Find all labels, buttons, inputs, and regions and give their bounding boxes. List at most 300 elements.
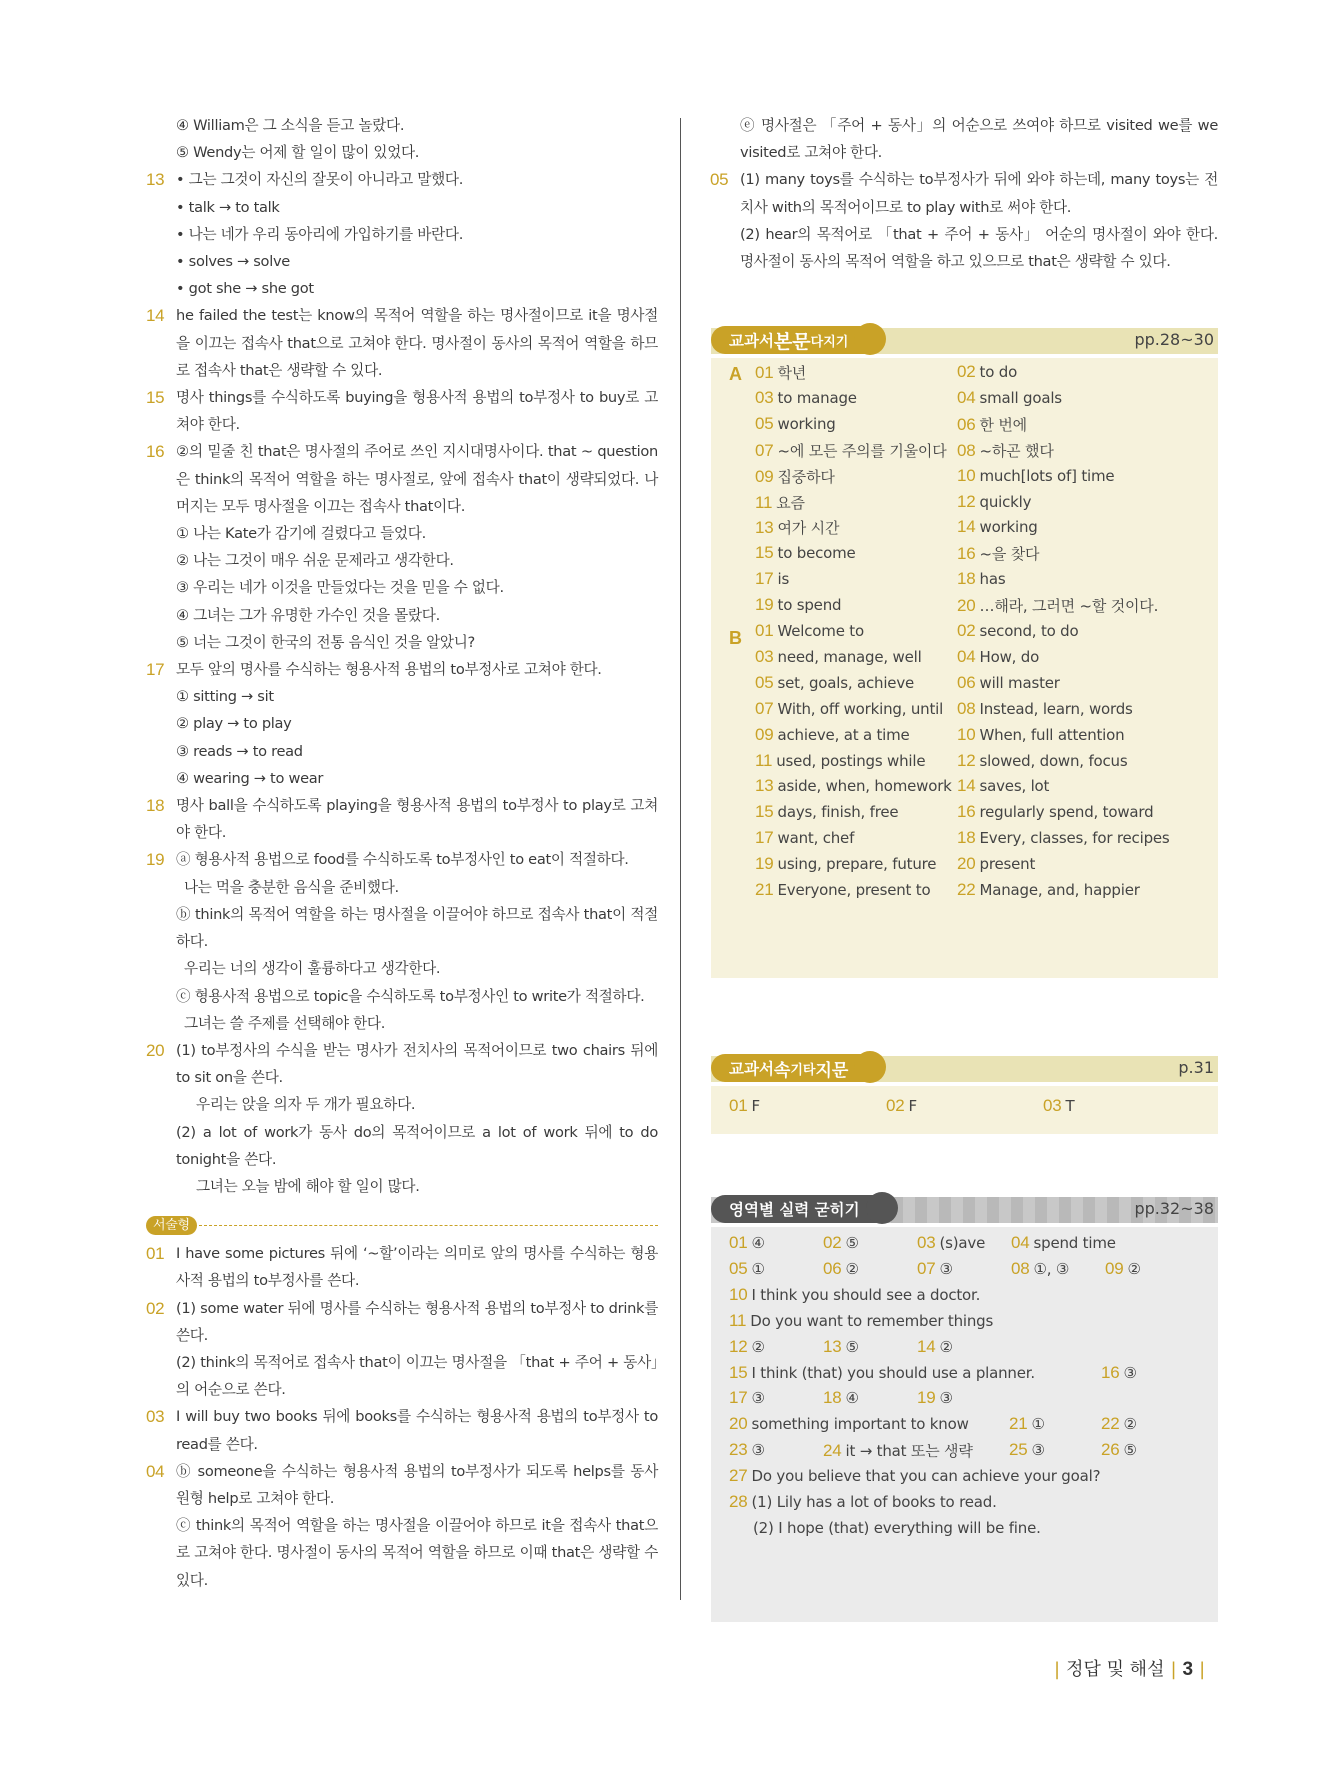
answer-entry xyxy=(957,388,1062,408)
answer-text: Manage, and, happier xyxy=(979,881,1140,899)
answer-number: 01 xyxy=(729,1096,748,1115)
answer-number: 08 xyxy=(957,698,976,718)
answer-entry xyxy=(1101,1414,1137,1434)
answer-entry xyxy=(729,1096,760,1116)
answer-text: (1) Lily has a lot of books to read. xyxy=(751,1493,997,1511)
answer-entry xyxy=(1101,1440,1137,1460)
answer-entry xyxy=(917,1388,953,1408)
answer-item xyxy=(146,1403,658,1457)
answer-item xyxy=(146,1458,658,1512)
answer-entry xyxy=(749,1518,1041,1538)
answer-entry xyxy=(957,699,1133,719)
item-number: 02 xyxy=(146,1298,165,1318)
explanation-line: 우리는 너의 생각이 훌륭하다고 생각한다. xyxy=(184,960,441,978)
answer-text: …해라, 그러면 ~할 것이다. xyxy=(979,597,1159,616)
item-number: 18 xyxy=(146,796,165,816)
answer-number: 12 xyxy=(957,491,976,511)
answer-text: has xyxy=(979,570,1006,589)
answer-number: 05 xyxy=(755,672,774,692)
answer-number: 07 xyxy=(755,698,774,718)
answer-entry xyxy=(957,673,1060,693)
answer-entry xyxy=(755,776,952,796)
answer-text: ④ xyxy=(845,1389,859,1408)
answer-entry xyxy=(957,776,1049,796)
answer-text: regularly spend, toward xyxy=(979,803,1154,822)
answer-number: 08 xyxy=(1011,1258,1030,1278)
item-text: ②의 밑줄 친 that은 명사절의 주어로 쓰인 지시대명사이다. that ~ question은 think의 목적어 역할을 하는 명사절로, 앞에 접속사 that이 생략되었다. 나머지는 모두 명사절을 이끄는 접속사 that이다. xyxy=(176,443,658,515)
answer-entry xyxy=(755,543,856,563)
answer-text: ~하곤 했다 xyxy=(979,441,1054,460)
tab-circle-decoration xyxy=(866,1192,898,1224)
explanation-line: (2) hear의 목적어로 「that + 주어 + 동사」 어순의 명사절이 와야 한다. 명사절이 동사의 목적어 역할을 하고 있으므로 that은 생략할 수 있다. xyxy=(740,225,1218,271)
answer-text: I think you should see a doctor. xyxy=(751,1285,981,1304)
explanation-line: 그녀는 오늘 밤에 해야 할 일이 많다. xyxy=(196,1177,420,1195)
item-number: 14 xyxy=(146,306,165,326)
answer-number: 20 xyxy=(957,596,976,616)
answer-number: 10 xyxy=(729,1284,748,1304)
answer-item xyxy=(146,1037,658,1091)
answer-number: 14 xyxy=(957,517,976,537)
item-text: 모두 앞의 명사를 수식하는 형용사적 용법의 to부정사로 고쳐야 한다. xyxy=(176,661,602,679)
answer-entry xyxy=(1009,1440,1045,1460)
footer-bar: | xyxy=(1170,1659,1177,1680)
explanation-line: ④ wearing → to wear xyxy=(176,769,324,787)
answer-item xyxy=(710,166,1218,220)
answer-item xyxy=(146,384,658,438)
answer-entry xyxy=(957,725,1124,745)
answer-entry xyxy=(755,466,835,487)
answer-text: using, prepare, future xyxy=(777,855,937,874)
answer-text: set, goals, achieve xyxy=(777,673,915,692)
answer-text: something important to know xyxy=(751,1415,969,1434)
answer-number: 19 xyxy=(755,595,774,615)
item-text: I will buy two books 뒤에 books를 수식하는 형용사적 용법의 to부정사 to read를 쓴다. xyxy=(176,1408,658,1453)
panel-skill-building xyxy=(711,1193,1218,1622)
answer-item xyxy=(146,302,658,384)
answer-text: days, finish, free xyxy=(777,803,899,822)
answer-text: ② xyxy=(1123,1415,1137,1434)
answer-number: 04 xyxy=(957,646,976,666)
explanation-line: 그녀는 쓸 주제를 선택해야 한다. xyxy=(184,1014,386,1032)
item-number: 16 xyxy=(146,442,165,462)
explanation-line: ④ 그녀는 그가 유명한 가수인 것을 몰랐다. xyxy=(176,606,440,624)
answer-text: quickly xyxy=(979,492,1032,511)
answer-number: 06 xyxy=(957,672,976,692)
answer-entry xyxy=(917,1233,985,1253)
answer-text: ⑤ xyxy=(845,1234,859,1252)
answer-item xyxy=(146,792,658,846)
panel-textbook-extra xyxy=(711,1052,1218,1134)
answer-number: 22 xyxy=(957,880,976,899)
item-text: I have some pictures 뒤에 ‘~할’이라는 의미로 앞의 명사를 수식하는 형용사적 용법의 to부정사를 쓴다. xyxy=(176,1245,658,1290)
answer-number: 13 xyxy=(755,518,774,538)
section-label: 서술형 xyxy=(146,1216,197,1235)
answer-text: 요즘 xyxy=(776,493,805,512)
answer-text: ⑤ xyxy=(1123,1441,1137,1460)
answer-text: to do xyxy=(979,363,1018,381)
answer-text: (s)ave xyxy=(939,1234,986,1252)
answer-text: How, do xyxy=(979,647,1040,666)
answer-number: 02 xyxy=(957,362,976,381)
answer-item xyxy=(146,1295,658,1349)
answer-entry xyxy=(755,621,864,641)
panel-title-text: 영역별 실력 굳히기 xyxy=(729,1201,860,1219)
answer-entry xyxy=(755,802,898,822)
panel-title xyxy=(711,1054,870,1082)
item-text: 명사 ball을 수식하도록 playing을 형용사적 용법의 to부정사 to play로 고쳐야 한다. xyxy=(176,797,658,842)
answer-entry xyxy=(729,1363,1035,1383)
answer-text: ③ xyxy=(751,1389,765,1408)
answer-entry xyxy=(823,1259,859,1279)
explanation-line: ① 나는 Kate가 감기에 걸렸다고 들었다. xyxy=(176,525,426,543)
answer-text: Do you believe that you can achieve your goal? xyxy=(751,1467,1101,1486)
answer-text: ④ xyxy=(751,1234,765,1252)
answer-text: slowed, down, focus xyxy=(979,751,1128,770)
item-text: 명사 things를 수식하도록 buying을 형용사적 용법의 to부정사 to buy로 고쳐야 한다. xyxy=(176,389,658,434)
item-text: ⓐ 형용사적 용법으로 food를 수식하도록 to부정사인 to eat이 적절하다. xyxy=(176,851,629,869)
answer-text: achieve, at a time xyxy=(777,725,910,744)
answer-text: I think (that) you should use a planner. xyxy=(751,1363,1035,1382)
answer-number: 02 xyxy=(823,1233,842,1252)
footer-bar: | xyxy=(1054,1659,1061,1680)
answer-text: aside, when, homework xyxy=(777,777,952,796)
answer-number: 09 xyxy=(1105,1258,1124,1278)
answer-entry xyxy=(1009,1414,1045,1434)
panel-title xyxy=(711,1195,882,1223)
answer-text: ③ xyxy=(1123,1363,1137,1382)
answer-entry xyxy=(957,854,1035,874)
answer-entry xyxy=(957,517,1038,537)
right-top-text xyxy=(710,112,1218,275)
answer-entry xyxy=(755,388,857,408)
answer-number: 18 xyxy=(957,569,976,589)
answer-entry xyxy=(1011,1233,1116,1253)
answer-item xyxy=(146,166,658,193)
answer-text: much[lots of] time xyxy=(979,466,1115,485)
tab-circle-decoration xyxy=(854,323,886,355)
answer-text: 여가 시간 xyxy=(777,519,840,538)
footer-label: 정답 및 해설 xyxy=(1066,1659,1165,1680)
answer-entry xyxy=(755,725,910,745)
panel-header xyxy=(711,324,1218,358)
answer-entry xyxy=(957,492,1031,512)
answer-text: T xyxy=(1065,1097,1075,1115)
answer-number: 01 xyxy=(729,1233,748,1252)
explanation-line: ⓒ think의 목적어 역할을 하는 명사절을 이끌어야 하므로 it을 접속사 that으로 고쳐야 한다. 명사절이 동사의 목적어 역할을 하므로 이때 that은 생략할 수 있다. xyxy=(176,1517,658,1589)
answer-entry xyxy=(823,1388,859,1408)
answer-number: 01 xyxy=(755,363,774,382)
answer-entry xyxy=(755,828,854,848)
explanation-line: ⓑ think의 목적어 역할을 하는 명사절을 이끌어야 하므로 접속사 that이 적절하다. xyxy=(176,905,658,951)
answer-entry xyxy=(957,751,1127,771)
answer-number: 08 xyxy=(957,440,976,460)
item-text: (1) many toys를 수식하는 to부정사가 뒤에 와야 하는데, many toys는 전치사 with의 목적어이므로 to play with로 써야 한다. xyxy=(740,171,1218,216)
explanation-line: • talk → to talk xyxy=(176,198,280,216)
answer-entry xyxy=(729,1414,969,1434)
answer-entry xyxy=(1011,1259,1069,1279)
panel-header xyxy=(711,1193,1218,1227)
answer-number: 18 xyxy=(823,1388,842,1408)
answer-entry xyxy=(823,1337,859,1357)
page-number: 3 xyxy=(1182,1659,1194,1680)
group-label: B xyxy=(729,628,742,648)
answer-number: 23 xyxy=(729,1440,748,1460)
panel-title-part: 교과서 xyxy=(729,1060,774,1078)
explanation-line: • solves → solve xyxy=(176,253,290,271)
answer-number: 05 xyxy=(755,413,774,433)
answer-number: 04 xyxy=(1011,1233,1030,1252)
answer-number: 09 xyxy=(755,724,774,744)
answer-text: small goals xyxy=(979,388,1062,407)
answer-number: 21 xyxy=(755,880,774,899)
group-label: A xyxy=(729,364,742,384)
answer-number: 02 xyxy=(957,621,976,640)
explanation-line: ④ William은 그 소식을 듣고 놀랐다. xyxy=(176,117,405,134)
answer-entry xyxy=(917,1337,953,1357)
explanation-line: ② play → to play xyxy=(176,715,292,733)
answer-entry xyxy=(755,880,930,900)
answer-number: 10 xyxy=(957,465,976,485)
answer-text: ② xyxy=(1127,1259,1141,1278)
panel-title-part: 속 xyxy=(773,1060,791,1081)
answer-number: 14 xyxy=(957,776,976,796)
answer-text: spend time xyxy=(1033,1234,1116,1252)
explanation-line: (2) a lot of work가 동사 do의 목적어이므로 a lot of work 뒤에 to do tonight을 쓴다. xyxy=(176,1123,658,1168)
answer-text: saves, lot xyxy=(979,777,1050,796)
answer-number: 15 xyxy=(755,802,774,822)
answer-entry xyxy=(755,699,943,719)
panel-title-part: 교과서 xyxy=(729,332,774,350)
explanation-line: ⓒ 형용사적 용법으로 topic을 수식하도록 to부정사인 to write가 적절하다. xyxy=(176,987,645,1005)
item-number: 01 xyxy=(146,1244,165,1264)
answer-text: 한 번에 xyxy=(979,415,1027,434)
panel-title-part: 지문 xyxy=(815,1060,849,1081)
answer-text: ①, ③ xyxy=(1033,1259,1070,1278)
panel-header xyxy=(711,1052,1218,1086)
answer-entry xyxy=(957,647,1039,667)
answer-number: 20 xyxy=(957,854,976,874)
answer-entry xyxy=(957,543,1039,564)
answer-text: it → that 또는 생략 xyxy=(845,1442,973,1461)
answer-text: working xyxy=(979,518,1038,537)
answer-text: (2) I hope (that) everything will be fine. xyxy=(753,1518,1041,1537)
page-range: p.31 xyxy=(1178,1058,1214,1077)
answer-text: ③ xyxy=(1031,1441,1045,1460)
answer-entry xyxy=(957,440,1054,461)
answer-entry xyxy=(917,1259,953,1279)
item-number: 19 xyxy=(146,850,165,870)
answer-number: 16 xyxy=(957,544,976,564)
answer-number: 19 xyxy=(917,1388,936,1408)
answer-number: 12 xyxy=(957,750,976,770)
item-text: (1) to부정사의 수식을 받는 명사가 전치사의 목적어이므로 two chairs 뒤에 to sit on을 쓴다. xyxy=(176,1041,658,1087)
explanation-line: ③ 우리는 네가 이것을 만들었다는 것을 믿을 수 없다. xyxy=(176,579,504,597)
answer-entry xyxy=(1105,1259,1141,1279)
answer-entry xyxy=(755,517,839,538)
answer-number: 15 xyxy=(755,543,774,563)
answer-number: 19 xyxy=(755,854,774,874)
answer-number: 07 xyxy=(917,1258,936,1278)
explanation-line: ⓔ 명사절은 「주어 + 동사」의 어순으로 쓰여야 하므로 visited we를 we visited로 고쳐야 한다. xyxy=(740,117,1218,162)
answer-text: Every, classes, for recipes xyxy=(979,829,1170,848)
explanation-line: ③ reads → to read xyxy=(176,742,303,760)
panel-textbook-main xyxy=(711,324,1218,978)
answer-text: ③ xyxy=(939,1389,953,1408)
answer-text: ⑤ xyxy=(845,1337,859,1356)
page-range: pp.28~30 xyxy=(1134,330,1214,349)
item-number: 15 xyxy=(146,388,165,408)
answer-number: 11 xyxy=(729,1310,747,1330)
answer-entry xyxy=(957,621,1078,641)
left-column xyxy=(146,112,658,1594)
answer-number: 12 xyxy=(729,1336,748,1356)
answer-entry xyxy=(729,1466,1100,1486)
answer-text: ① xyxy=(1031,1415,1045,1434)
page-range: pp.32~38 xyxy=(1134,1199,1214,1218)
item-number: 04 xyxy=(146,1461,165,1481)
panel-title-part: 다지기 xyxy=(810,334,849,350)
answer-number: 16 xyxy=(1101,1362,1120,1382)
answer-item xyxy=(146,656,658,683)
answer-number: 27 xyxy=(729,1466,748,1486)
answer-entry xyxy=(957,802,1153,822)
answer-text: ① xyxy=(751,1259,765,1278)
answer-number: 13 xyxy=(755,776,774,796)
answer-number: 15 xyxy=(729,1362,748,1382)
section-divider xyxy=(199,1225,658,1226)
answer-entry xyxy=(957,595,1158,616)
answer-text: need, manage, well xyxy=(777,647,922,666)
panel-body xyxy=(711,1086,1218,1134)
explanation-line: 나는 먹을 충분한 음식을 준비했다. xyxy=(184,878,399,896)
answer-number: 02 xyxy=(886,1096,905,1115)
answer-number: 06 xyxy=(957,414,976,434)
answer-text: ~을 찾다 xyxy=(979,545,1040,564)
answer-text: to spend xyxy=(777,596,842,615)
column-divider xyxy=(680,118,681,1600)
item-text: (1) some water 뒤에 명사를 수식하는 형용사적 용법의 to부정사 to drink를 쓴다. xyxy=(176,1299,658,1344)
tab-circle-decoration xyxy=(854,1051,886,1083)
answer-number: 13 xyxy=(823,1336,842,1356)
answer-number: 17 xyxy=(755,569,774,589)
answer-text: ~에 모든 주의를 기울이다 xyxy=(777,441,947,460)
answer-number: 17 xyxy=(755,828,774,848)
answer-number: 16 xyxy=(957,802,976,822)
answer-number: 26 xyxy=(1101,1440,1120,1460)
answer-item xyxy=(146,1240,658,1294)
answer-number: 03 xyxy=(917,1233,936,1252)
answer-text: Do you want to remember things xyxy=(750,1311,994,1330)
answer-text: to manage xyxy=(777,388,857,407)
answer-number: 24 xyxy=(823,1441,842,1461)
answer-entry xyxy=(957,880,1140,900)
answer-text: ③ xyxy=(939,1259,953,1278)
answer-entry xyxy=(1101,1363,1137,1383)
explanation-line: ② 나는 그것이 매우 쉬운 문제라고 생각한다. xyxy=(176,552,454,570)
answer-text: working xyxy=(777,414,836,433)
explanation-line: ① sitting → sit xyxy=(176,688,274,706)
answer-number: 28 xyxy=(729,1492,748,1511)
item-text: he failed the test는 know의 목적어 역할을 하는 명사절이므로 it을 명사절을 이끄는 접속사 that으로 고쳐야 한다. 명사절이 동사의 목적어 역할을 하므로 접속사 that은 생략할 수 있다. xyxy=(176,307,658,379)
item-text: ⓑ someone을 수식하는 형용사적 용법의 to부정사가 되도록 helps를 동사원형 help로 고쳐야 한다. xyxy=(176,1462,658,1507)
answer-entry xyxy=(957,466,1114,486)
answer-entry xyxy=(755,751,925,771)
answer-text: Welcome to xyxy=(777,622,864,640)
answer-text: F xyxy=(908,1097,917,1115)
answer-text: ② xyxy=(939,1337,953,1356)
answer-entry xyxy=(729,1259,765,1279)
explanation-line: 우리는 앉을 의자 두 개가 필요하다. xyxy=(196,1096,416,1114)
section-header xyxy=(146,1212,658,1238)
panel-title xyxy=(711,326,870,354)
answer-entry xyxy=(823,1233,859,1253)
answer-number: 09 xyxy=(755,466,774,486)
answer-number: 03 xyxy=(1043,1096,1062,1115)
panel-body xyxy=(711,358,1218,978)
answer-number: 05 xyxy=(729,1258,748,1278)
answer-entry xyxy=(755,854,936,874)
answer-entry xyxy=(729,1388,765,1408)
answer-entry xyxy=(729,1337,765,1357)
answer-text: want, chef xyxy=(777,829,855,848)
answer-entry xyxy=(957,569,1005,589)
answer-number: 14 xyxy=(917,1336,936,1356)
answer-number: 20 xyxy=(729,1414,748,1434)
answer-entry xyxy=(755,595,841,615)
item-text: • 그는 그것이 자신의 잘못이 아니라고 말했다. xyxy=(176,171,464,189)
answer-number: 06 xyxy=(823,1258,842,1278)
item-number: 17 xyxy=(146,660,165,680)
answer-text: used, postings while xyxy=(776,751,926,770)
explanation-line: (2) think의 목적어로 접속사 that이 이끄는 명사절을 「that + 주어 + 동사」의 어순으로 쓴다. xyxy=(176,1353,658,1399)
answer-text: ② xyxy=(751,1337,765,1356)
answer-text: 학년 xyxy=(777,364,807,382)
answer-entry xyxy=(729,1311,993,1331)
answer-entry xyxy=(729,1440,765,1460)
answer-entry xyxy=(957,828,1170,848)
answer-entry xyxy=(957,362,1017,382)
explanation-line: • got she → she got xyxy=(176,280,314,298)
answer-text: F xyxy=(751,1097,760,1115)
answer-number: 22 xyxy=(1101,1414,1120,1434)
answer-number: 11 xyxy=(755,750,773,770)
page-footer xyxy=(1048,1655,1211,1681)
answer-number: 03 xyxy=(755,387,774,407)
answer-entry xyxy=(823,1440,973,1461)
item-number: 05 xyxy=(710,170,729,190)
answer-text: ② xyxy=(845,1259,859,1278)
answer-item xyxy=(146,846,658,873)
answer-text: 집중하다 xyxy=(777,467,835,486)
panel-title-part: 기타 xyxy=(790,1062,816,1078)
answer-number: 07 xyxy=(755,440,774,460)
answer-number: 18 xyxy=(957,828,976,848)
answer-number: 25 xyxy=(1009,1440,1028,1460)
answer-number: 11 xyxy=(755,492,773,512)
answer-text: present xyxy=(979,855,1036,874)
answer-item xyxy=(146,438,658,520)
item-number: 03 xyxy=(146,1407,165,1427)
explanation-line: ⑤ 너는 그것이 한국의 전통 음식인 것을 알았니? xyxy=(176,633,475,651)
answer-entry xyxy=(755,440,947,461)
answer-text: is xyxy=(777,570,790,589)
item-number: 20 xyxy=(146,1040,165,1060)
answer-entry xyxy=(755,492,805,513)
panel-body xyxy=(711,1227,1218,1622)
answer-entry xyxy=(755,647,922,667)
panel-title-part: 본문 xyxy=(773,330,811,353)
explanation-line: ⑤ Wendy는 어제 할 일이 많이 있었다. xyxy=(176,144,420,162)
